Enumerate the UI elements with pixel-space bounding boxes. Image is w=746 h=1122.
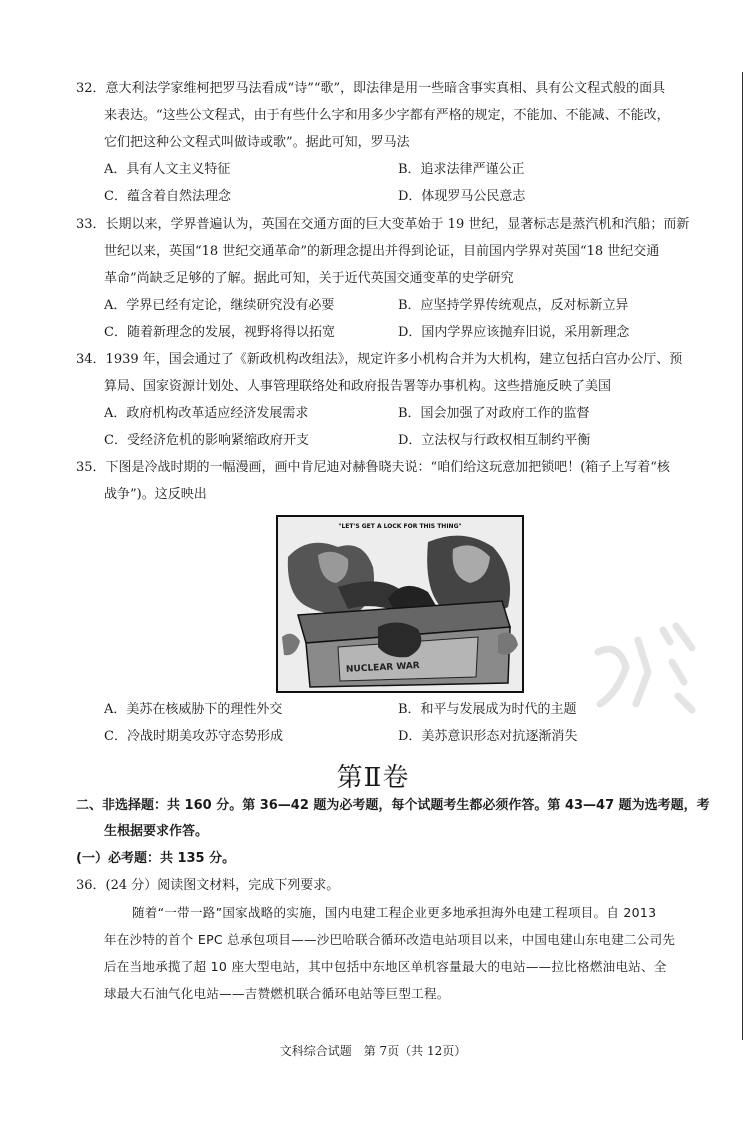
q36-heading: 36．(24 分）阅读图文材料，完成下列要求。 <box>76 878 340 893</box>
q36-material-line-1: 随着“一带一路”国家战略的实施，国内电建工程企业更多地承担海外电建工程项目。自 2013 <box>132 905 657 920</box>
q33-option-a: A．学界已经有定论，继续研究没有必要 <box>104 298 335 313</box>
q32-line-1: 32．意大利法学家维柯把罗马法看成“诗”“歌”，即法律是用一些暗含事实真相、具有公文程式般的面具 <box>76 81 666 96</box>
faint-watermark <box>588 612 708 722</box>
cold-war-cartoon <box>276 515 524 693</box>
q35-option-b: B．和平与发展成为时代的主题 <box>398 702 577 717</box>
q33-option-d: D．国内学界应该抛弃旧说，采用新理念 <box>398 325 630 340</box>
q34-line-2: 算局、国家资源计划处、人事管理联络处和政府报告署等办事机构。这些措施反映了美国 <box>104 379 612 394</box>
q32-option-a: A．具有人文主义特征 <box>104 162 231 177</box>
q34-option-d: D．立法权与行政权相互制约平衡 <box>398 433 591 448</box>
q32-option-b: B．追求法律严谨公正 <box>398 162 525 177</box>
q33-option-c: C．随着新理念的发展，视野将得以拓宽 <box>104 325 335 340</box>
part2-intro-line-2: 生根据要求作答。 <box>104 824 209 839</box>
q33-line-1: 33．长期以来，学界普遍认为，英国在交通方面的巨大变革始于 19 世纪，显著标志是蒸汽机和汽船；而新 <box>76 217 690 232</box>
q32-option-c: C．蕴含着自然法理念 <box>104 189 231 204</box>
q32-line-3: 它们把这种公文程式叫做诗或歌”。据此可知，罗马法 <box>104 135 410 150</box>
q35-option-d: D．美苏意识形态对抗逐渐消失 <box>398 729 578 744</box>
cartoon-illustration <box>278 517 522 691</box>
q36-material-line-4: 球最大石油气化电站——吉赞燃机联合循环电站等巨型工程。 <box>104 986 450 1001</box>
cartoon-box-label: NUCLEAR WAR <box>345 661 420 675</box>
q34-line-1: 34．1939 年，国会通过了《新政机构改组法》，规定许多小机构合并为大机构，建立包括白宫办公厅、预 <box>76 352 683 367</box>
q35-line-1: 35．下图是冷战时期的一幅漫画，画中肯尼迪对赫鲁晓夫说：“咱们给这玩意加把锁吧！(箱子上写着“核 <box>76 460 670 475</box>
q35-option-a: A．美苏在核威胁下的理性外交 <box>104 702 283 717</box>
section-title: 第Ⅱ卷 <box>336 763 410 793</box>
page-footer: 文科综合试题 第 7页（共 12页） <box>279 1044 467 1058</box>
part2-intro-line-1: 二、非选择题：共 160 分。第 36—42 题为必考题，每个试题考生都必须作答。第 43—47 题为选考题，考 <box>76 798 710 813</box>
q33-line-2: 世纪以来，英国“18 世纪交通革命”的新理念提出并得到论证，目前国内学界对英国“18 世纪交通 <box>104 244 660 259</box>
page-right-rule <box>742 72 743 1040</box>
q34-option-a: A．政府机构改革适应经济发展需求 <box>104 406 309 421</box>
q34-option-c: C．受经济危机的影响紧缩政府开支 <box>104 433 309 448</box>
q33-option-b: B．应坚持学界传统观点，反对标新立异 <box>398 298 629 313</box>
q33-line-3: 革命”尚缺乏足够的了解。据此可知，关于近代英国交通变革的史学研究 <box>104 271 514 286</box>
q32-option-d: D．体现罗马公民意志 <box>398 189 526 204</box>
q36-material-line-2: 年在沙特的首个 EPC 总承包项目——沙巴哈联合循环改造电站项目以来，中国电建山东电建二公司先 <box>104 932 676 947</box>
q34-option-b: B．国会加强了对政府工作的监督 <box>398 406 590 421</box>
required-questions-heading: (一）必考题：共 135 分。 <box>76 851 236 866</box>
q35-line-2: 战争”)。这反映出 <box>104 487 207 502</box>
q35-option-c: C．冷战时期美攻苏守态势形成 <box>104 729 283 744</box>
q36-material-line-3: 后在当地承揽了超 10 座大型电站，其中包括中东地区单机容量最大的电站——拉比格燃油电站、全 <box>104 959 667 974</box>
q32-line-2: 来表达。“这些公文程式，由于有些什么字和用多少字都有严格的规定，不能加、不能减、不能改， <box>104 108 670 123</box>
cartoon-caption: "LET'S GET A LOCK FOR THIS THING" <box>338 523 462 530</box>
